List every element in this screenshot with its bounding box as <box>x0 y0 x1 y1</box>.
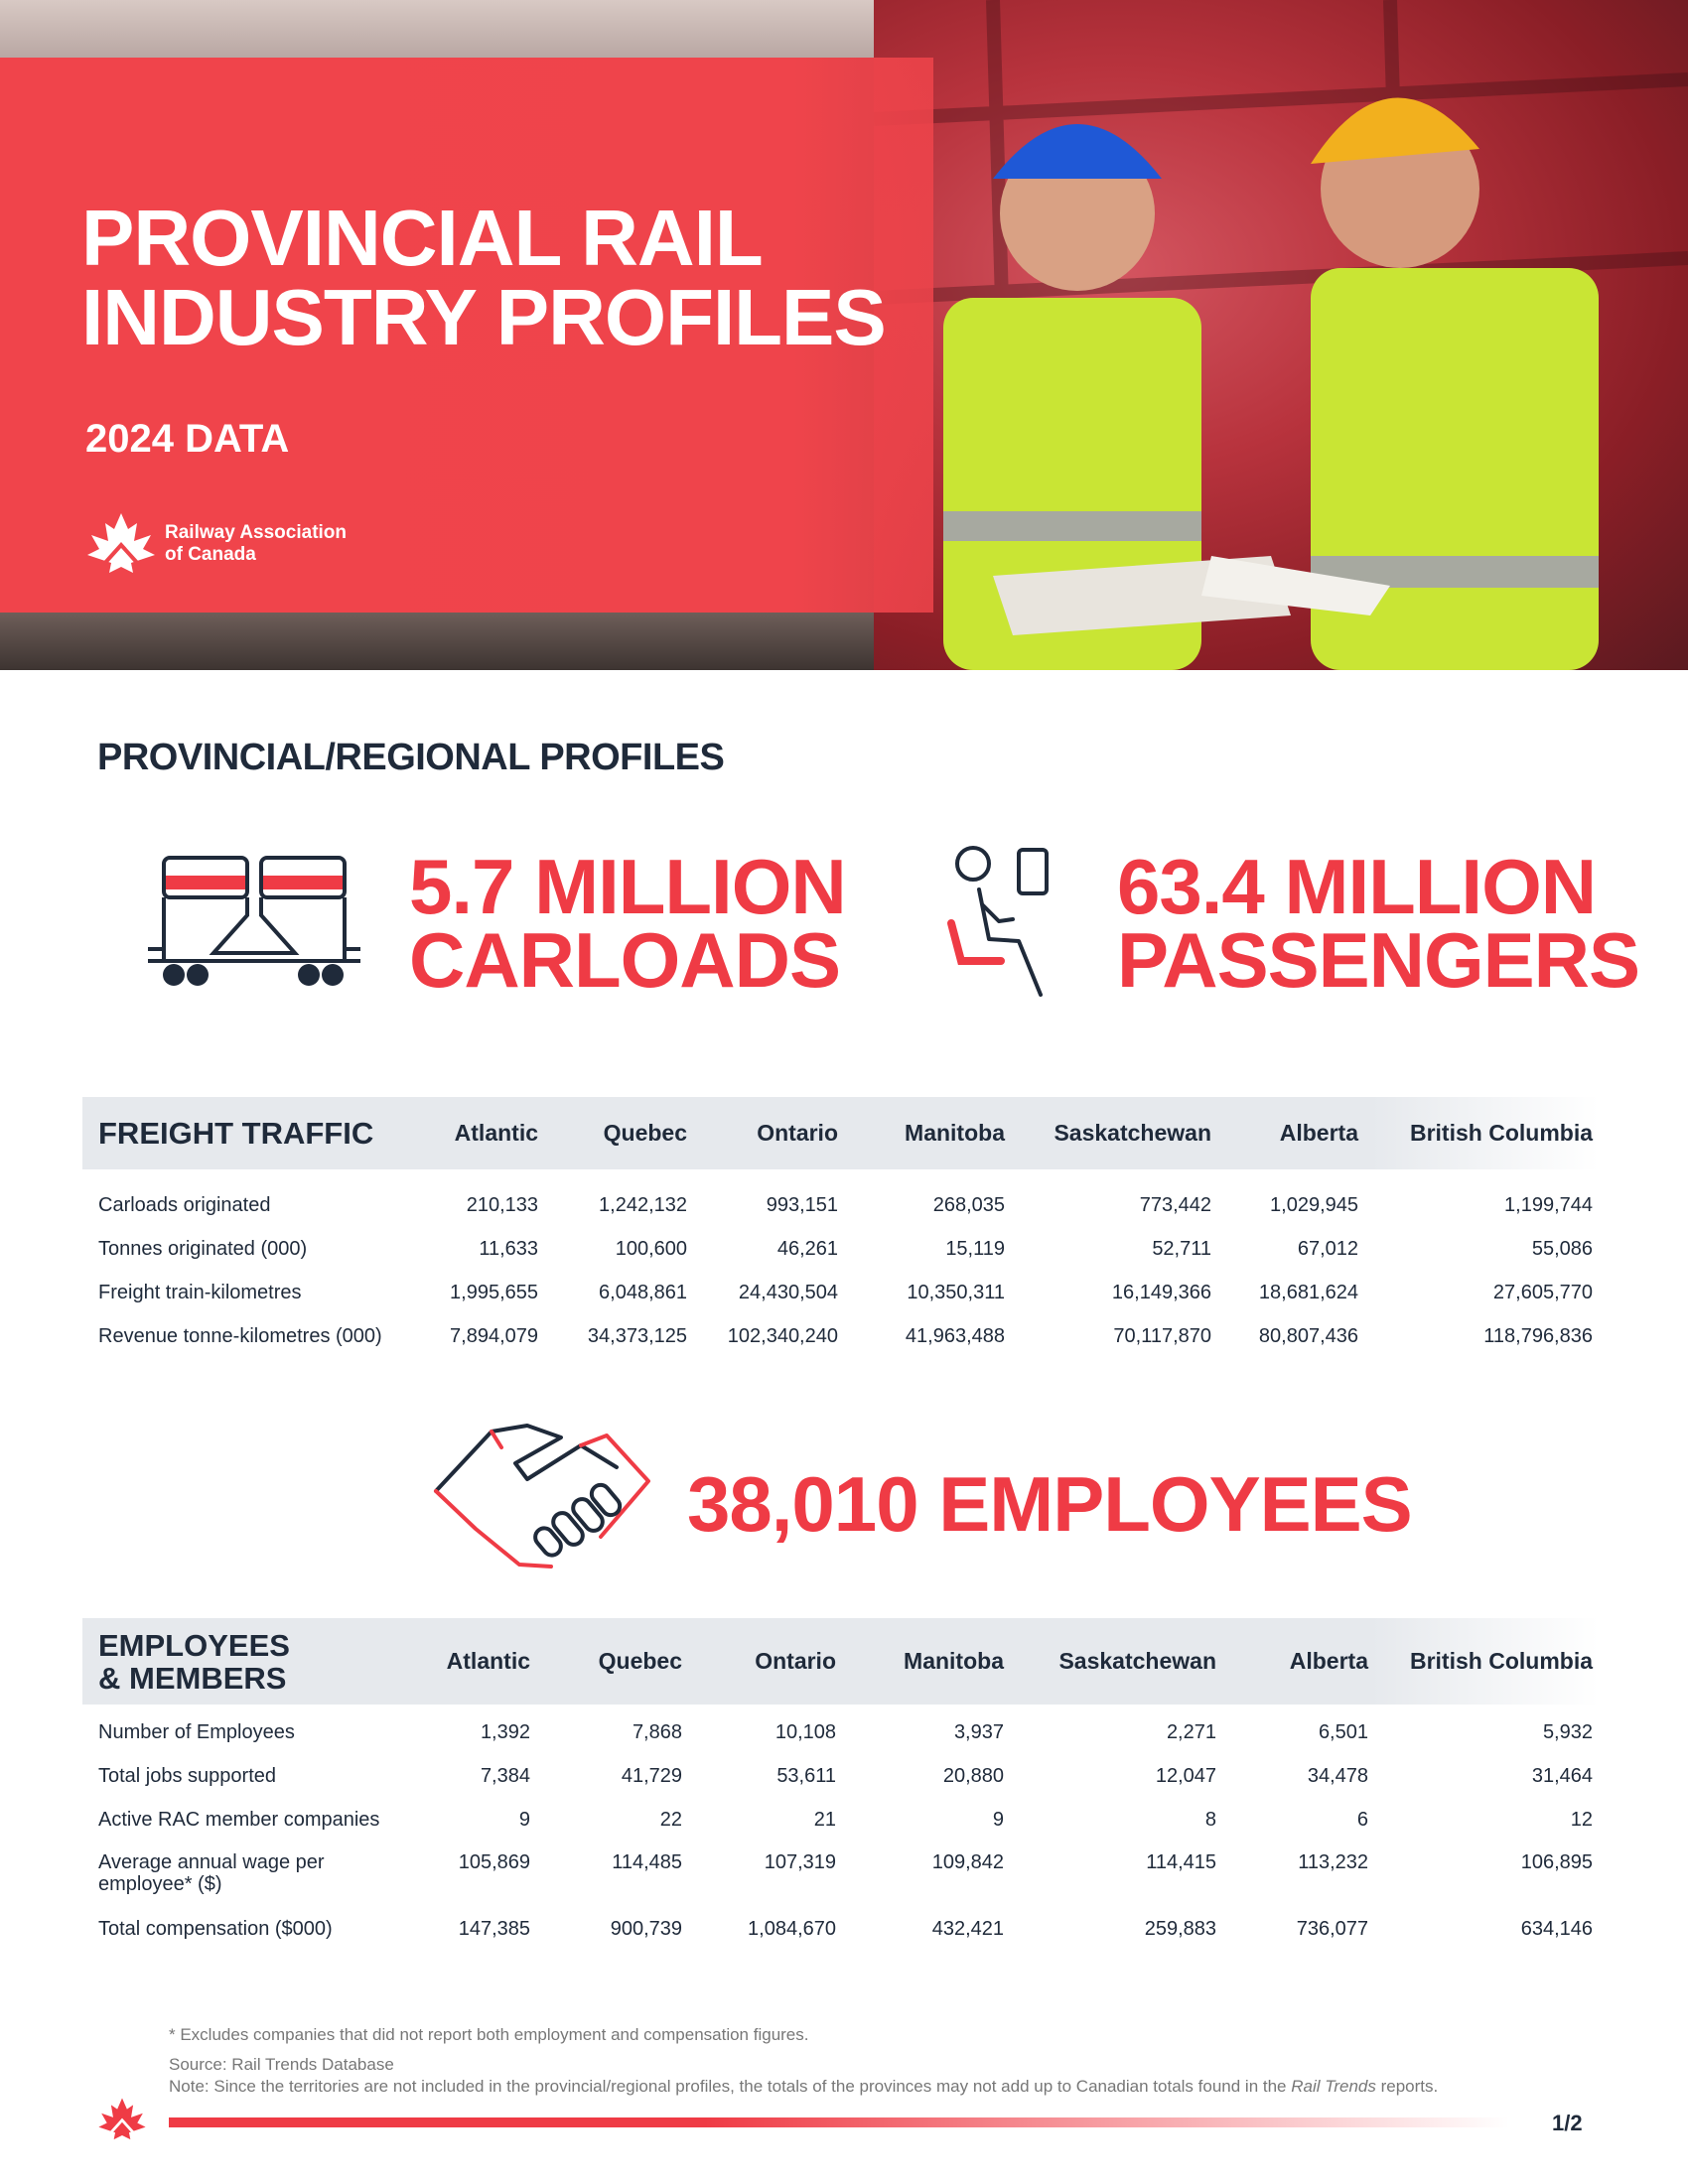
column-header: Saskatchewan <box>1054 1120 1211 1146</box>
note-text: reports. <box>1375 2077 1439 2096</box>
data-year: 2024 DATA <box>85 417 290 461</box>
column-header: Manitoba <box>904 1648 1004 1674</box>
table-cell: 259,883 <box>1144 1917 1216 1940</box>
column-header: Atlantic <box>446 1648 530 1674</box>
row-label: Active RAC member companies <box>98 1808 380 1831</box>
table-cell: 31,464 <box>1531 1764 1593 1787</box>
section-title: PROVINCIAL/REGIONAL PROFILES <box>97 737 725 778</box>
passengers-value: 63.4 MILLION <box>1117 843 1597 930</box>
employees-table-title <box>82 1618 440 1705</box>
carloads-value: 5.7 MILLION <box>409 843 846 930</box>
row-label: Carloads originated <box>98 1193 271 1216</box>
table-cell: 100,600 <box>615 1237 687 1260</box>
table-cell: 12,047 <box>1155 1764 1216 1787</box>
table-cell: 736,077 <box>1296 1917 1368 1940</box>
table-cell: 5,932 <box>1542 1720 1593 1743</box>
table-cell: 432,421 <box>931 1917 1004 1940</box>
table-cell: 20,880 <box>942 1764 1004 1787</box>
note-italic: Rail Trends <box>1291 2077 1376 2096</box>
table-cell: 21 <box>813 1808 836 1831</box>
table-cell: 1,084,670 <box>748 1917 836 1940</box>
table-cell: 7,384 <box>480 1764 530 1787</box>
table-row <box>82 1710 1599 1754</box>
table-cell: 6,501 <box>1318 1720 1368 1743</box>
table-cell: 11,633 <box>479 1237 538 1260</box>
handshake-icon <box>432 1418 652 1569</box>
row-label: Average annual wage per employee* ($) <box>98 1851 325 1895</box>
table-cell: 106,895 <box>1520 1851 1593 1873</box>
table-cell: 6 <box>1356 1808 1368 1831</box>
title-line-1: PROVINCIAL RAIL <box>81 194 763 282</box>
table-cell: 268,035 <box>932 1193 1005 1216</box>
table-cell: 993,151 <box>766 1193 838 1216</box>
column-header: Ontario <box>755 1648 836 1674</box>
table-cell: 53,611 <box>776 1764 836 1787</box>
table-cell: 107,319 <box>764 1851 836 1873</box>
table-cell: 900,739 <box>610 1917 682 1940</box>
row-label: Number of Employees <box>98 1720 295 1743</box>
table-cell: 147,385 <box>458 1917 530 1940</box>
passenger-seat-icon <box>943 844 1053 1003</box>
column-header: Quebec <box>598 1648 682 1674</box>
table-cell: 105,869 <box>458 1851 530 1873</box>
table-cell: 6,048,861 <box>599 1281 687 1303</box>
table-cell: 70,117,870 <box>1113 1324 1211 1347</box>
table-cell: 8 <box>1204 1808 1216 1831</box>
title-line: & MEMBERS <box>98 1660 287 1696</box>
table-row <box>82 1183 1599 1227</box>
footer-accent-bar <box>169 2117 1509 2127</box>
column-header: Saskatchewan <box>1058 1648 1216 1674</box>
table-cell: 7,894,079 <box>450 1324 538 1347</box>
table-cell: 102,340,240 <box>727 1324 838 1347</box>
table-cell: 113,232 <box>1298 1851 1368 1873</box>
table-cell: 22 <box>659 1808 682 1831</box>
row-label: Total jobs supported <box>98 1764 277 1787</box>
table-cell: 67,012 <box>1297 1237 1358 1260</box>
table-row <box>82 1271 1599 1314</box>
column-header: Alberta <box>1279 1120 1358 1146</box>
column-header: Alberta <box>1289 1648 1368 1674</box>
column-header: Ontario <box>757 1120 838 1146</box>
column-header: Manitoba <box>905 1120 1005 1146</box>
table-cell: 12 <box>1570 1808 1593 1831</box>
column-header: Quebec <box>603 1120 687 1146</box>
table-cell: 210,133 <box>466 1193 538 1216</box>
row-label: Tonnes originated (000) <box>98 1237 308 1260</box>
table-cell: 114,415 <box>1146 1851 1216 1873</box>
freight-car-icon <box>144 854 364 989</box>
logo-text-2: of Canada <box>165 544 256 565</box>
table-cell: 114,485 <box>612 1851 682 1873</box>
table-row <box>82 1907 1599 1951</box>
source-note: Source: Rail Trends Database <box>169 2055 394 2074</box>
carloads-label: CARLOADS <box>409 916 840 1004</box>
territories-note <box>169 2077 1438 2097</box>
logo-text-1: Railway Association <box>165 522 348 543</box>
table-cell: 3,937 <box>953 1720 1004 1743</box>
table-cell: 41,963,488 <box>905 1324 1005 1347</box>
table-cell: 1,029,945 <box>1270 1193 1358 1216</box>
row-label: Revenue tonne-kilometres (000) <box>98 1324 382 1347</box>
table-row <box>82 1842 1599 1907</box>
table-cell: 1,392 <box>480 1720 530 1743</box>
table-cell: 1,242,132 <box>599 1193 687 1216</box>
table-row <box>82 1798 1599 1842</box>
table-cell: 773,442 <box>1139 1193 1211 1216</box>
table-cell: 118,796,836 <box>1483 1324 1593 1347</box>
table-cell: 1,995,655 <box>450 1281 538 1303</box>
employees-members-table <box>82 1618 1599 1951</box>
passengers-label: PASSENGERS <box>1117 916 1640 1004</box>
title-line-2: INDUSTRY PROFILES <box>81 273 886 361</box>
title-line: EMPLOYEES <box>98 1627 290 1663</box>
table-cell: 10,350,311 <box>907 1281 1005 1303</box>
table-cell: 34,478 <box>1307 1764 1368 1787</box>
table-cell: 18,681,624 <box>1258 1281 1358 1303</box>
maple-leaf-icon <box>85 511 157 577</box>
table-cell: 16,149,366 <box>1111 1281 1211 1303</box>
table-cell: 24,430,504 <box>738 1281 838 1303</box>
table-cell: 10,108 <box>774 1720 836 1743</box>
table-header-row <box>82 1097 1599 1169</box>
column-header: British Columbia <box>1409 1648 1593 1674</box>
table-row <box>82 1754 1599 1798</box>
table-cell: 34,373,125 <box>587 1324 687 1347</box>
column-header: British Columbia <box>1409 1120 1593 1146</box>
table-cell: 80,807,436 <box>1258 1324 1358 1347</box>
freight-traffic-table <box>82 1097 1599 1358</box>
hero-banner <box>0 0 1688 670</box>
table-cell: 52,711 <box>1152 1237 1211 1260</box>
freight-table-body <box>82 1169 1599 1358</box>
table-cell: 55,086 <box>1531 1237 1593 1260</box>
employees-table-body <box>82 1705 1599 1951</box>
page-number: 1/2 <box>1552 2111 1583 2135</box>
row-label: Total compensation ($000) <box>98 1917 333 1940</box>
table-cell: 46,261 <box>776 1237 838 1260</box>
rac-logo <box>85 511 347 577</box>
table-cell: 9 <box>992 1808 1004 1831</box>
table-cell: 2,271 <box>1166 1720 1216 1743</box>
passengers-stat <box>1117 843 1640 1004</box>
table-cell: 9 <box>518 1808 530 1831</box>
table-row <box>82 1314 1599 1358</box>
table-cell: 41,729 <box>621 1764 682 1787</box>
employees-stat: 38,010 EMPLOYEES <box>687 1460 1412 1548</box>
table-row <box>82 1227 1599 1271</box>
page-title <box>81 194 886 361</box>
table-cell: 634,146 <box>1520 1917 1593 1940</box>
table-cell: 1,199,744 <box>1504 1193 1593 1216</box>
freight-table-title: FREIGHT TRAFFIC <box>98 1115 374 1151</box>
table-cell: 7,868 <box>632 1720 682 1743</box>
note-text: Note: Since the territories are not included in the provincial/regional profiles, the totals of the provinces may not add up to Canadian totals found in the <box>169 2077 1292 2096</box>
carloads-stat <box>409 843 846 1004</box>
footnote: * Excludes companies that did not report both employment and compensation figures. <box>169 2025 809 2044</box>
hero-photo-workers <box>874 0 1688 670</box>
maple-leaf-icon <box>97 2097 147 2142</box>
row-label: Freight train-kilometres <box>98 1281 302 1303</box>
table-header-row <box>82 1618 1599 1705</box>
table-cell: 27,605,770 <box>1492 1281 1593 1303</box>
table-cell: 15,119 <box>945 1237 1005 1260</box>
column-header: Atlantic <box>454 1120 538 1146</box>
table-cell: 109,842 <box>931 1851 1004 1873</box>
